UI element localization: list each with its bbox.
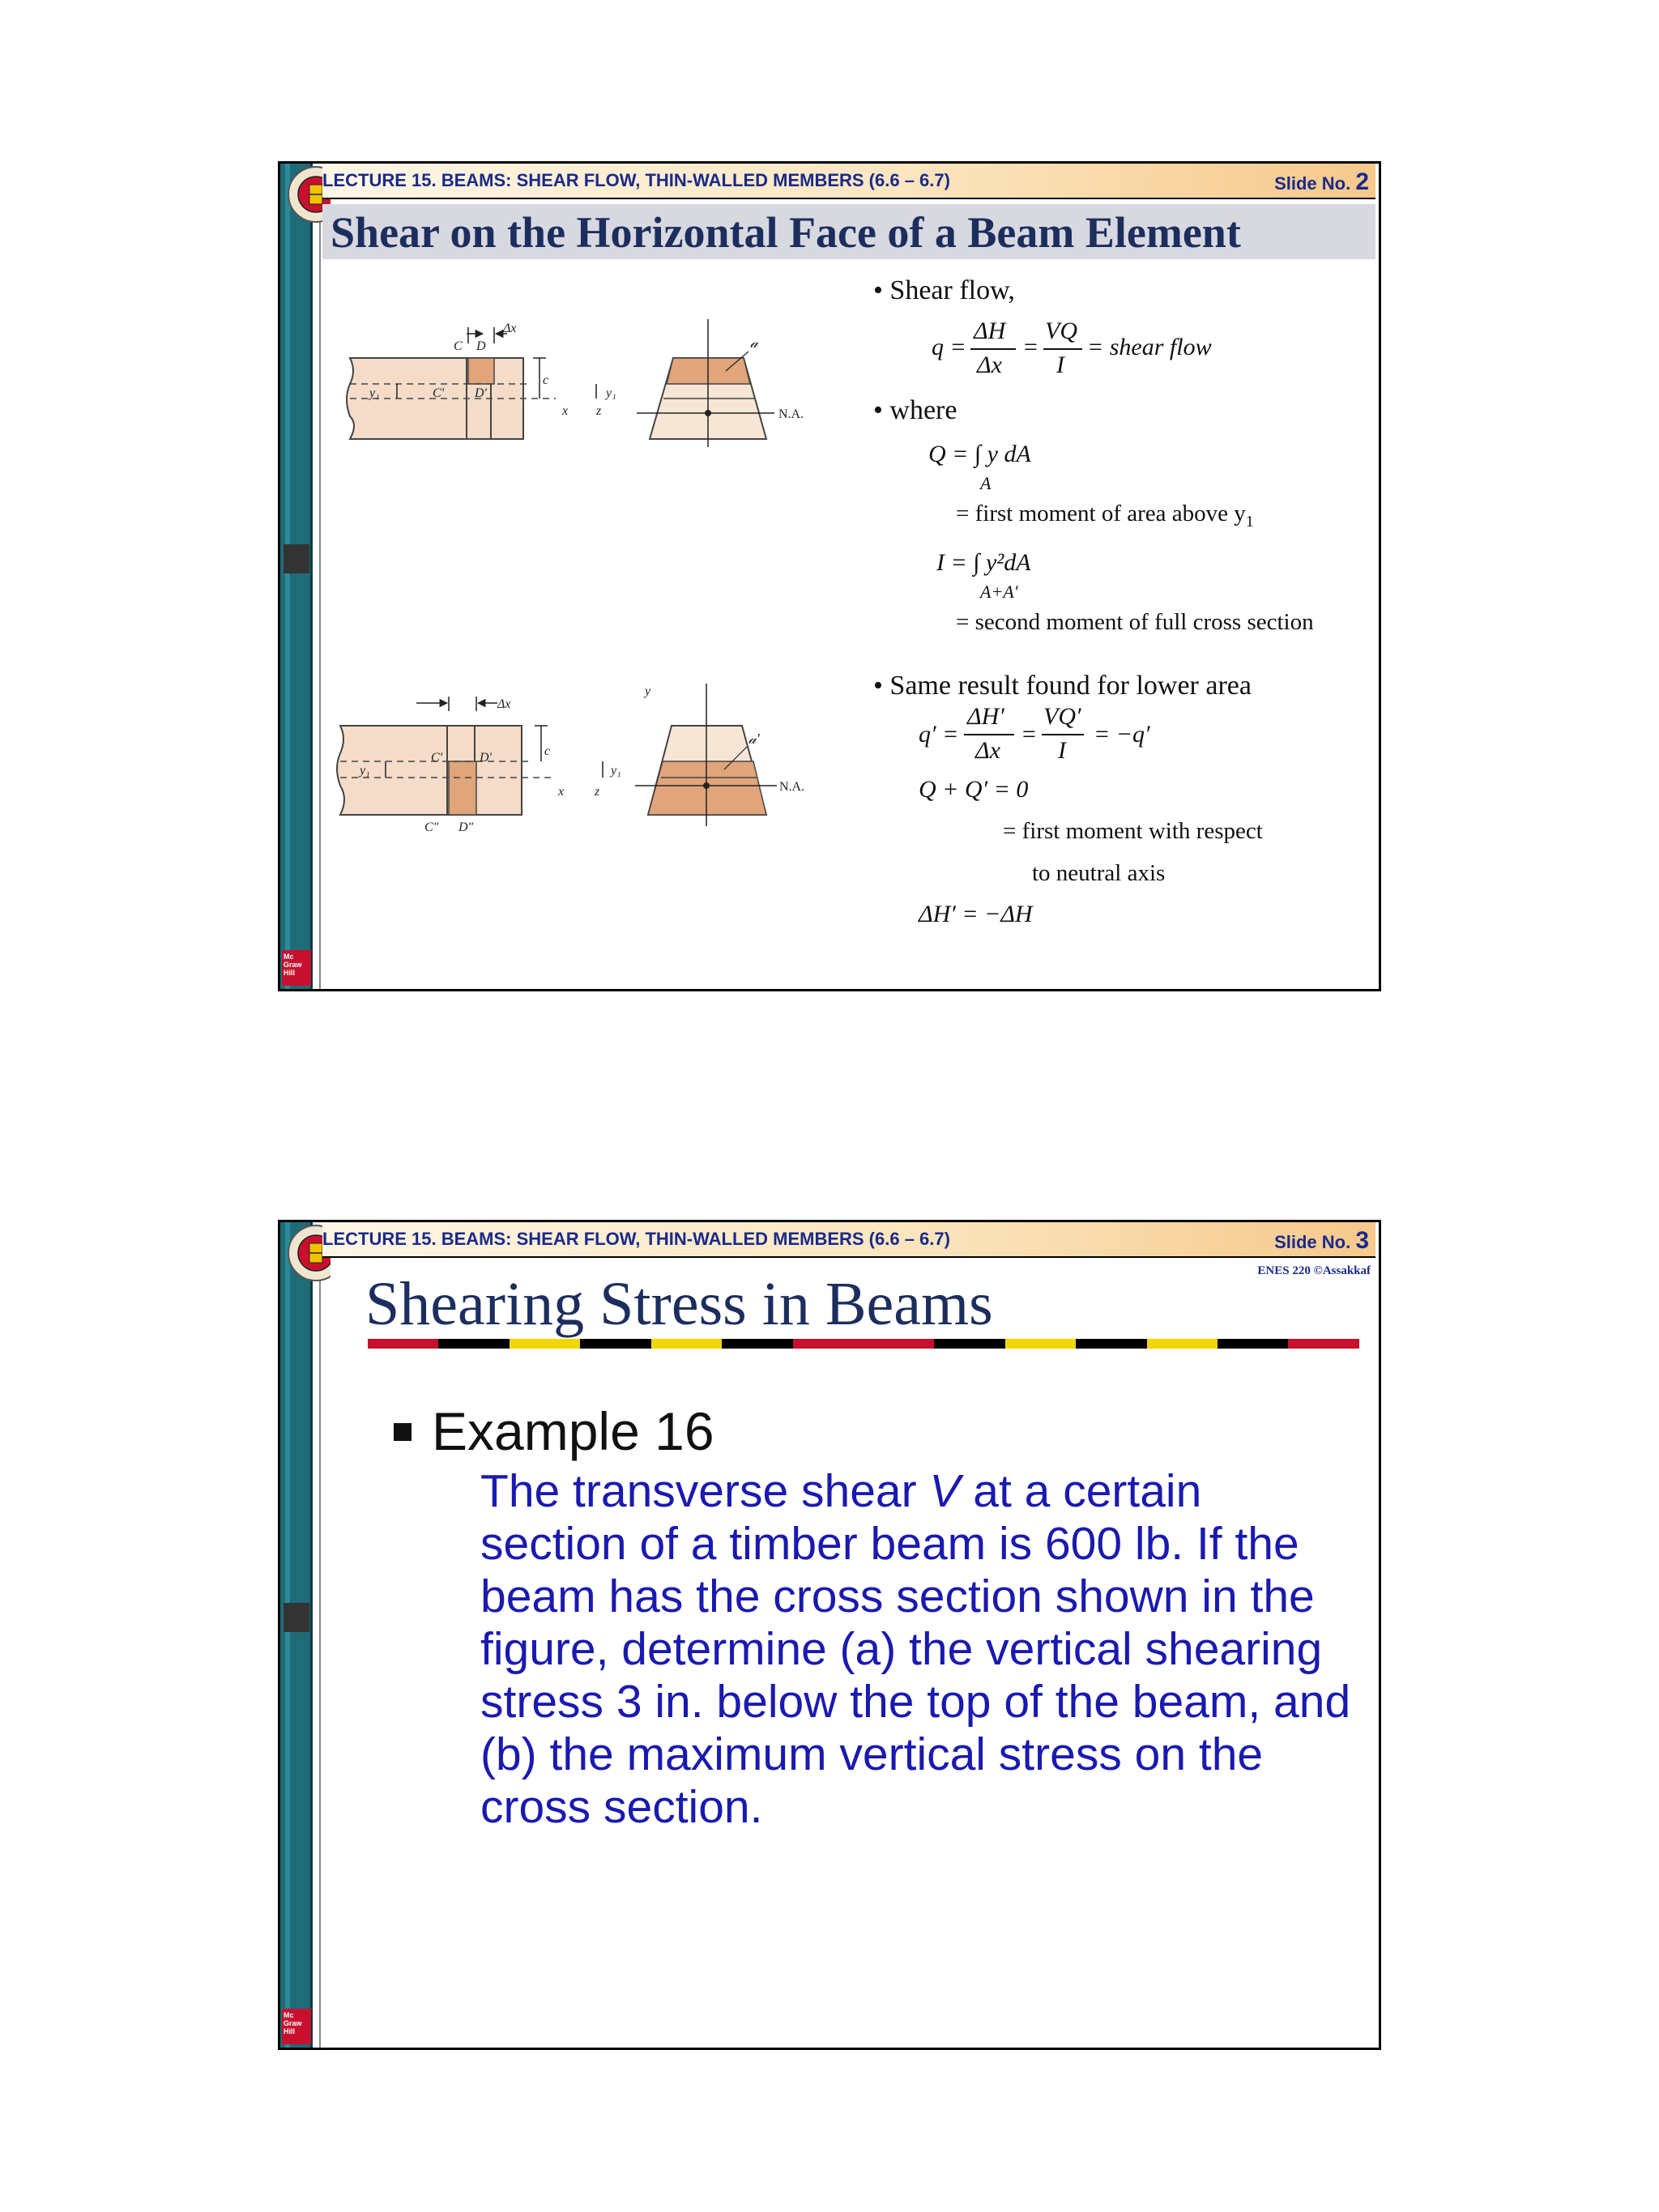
slide-number: 3 xyxy=(1355,1227,1369,1254)
eq1-num1: ΔH xyxy=(974,318,1006,344)
eq1-den2: I xyxy=(1056,352,1064,378)
svg-text:y₁: y₁ xyxy=(611,764,621,778)
svg-text:Δx: Δx xyxy=(497,697,511,711)
eq1-num2: VQ xyxy=(1045,318,1077,344)
sidebar-decoration xyxy=(280,164,313,989)
svg-text:𝒶': 𝒶' xyxy=(748,731,760,747)
eq-Q: Q = ∫ y dA xyxy=(928,441,1031,467)
svg-text:y₁: y₁ xyxy=(360,764,370,778)
svg-text:D': D' xyxy=(480,751,492,765)
example-problem-text: The transverse shear V at a certain section of a timber beam is 600 lb. If the beam has the cross section shown in the figure, determine (a) the vertical shearing stress 3 in. below the top of the beam, and (b) the maximum vertical stress on the cross section. xyxy=(480,1465,1351,1833)
lecture-title: LECTURE 15. BEAMS: SHEAR FLOW, THIN-WALLED MEMBERS (6.6 – 6.7) xyxy=(322,170,950,190)
eq-dh: ΔH′ = −ΔH xyxy=(919,901,1033,927)
svg-text:C": C" xyxy=(424,820,439,834)
eq-I: I = ∫ y²dA xyxy=(936,549,1031,576)
svg-text:c: c xyxy=(544,744,551,758)
eq-Q-limit: A xyxy=(980,473,992,493)
beam-element-figure-lower xyxy=(335,672,838,834)
eq-sum-desc2: to neutral axis xyxy=(1032,860,1166,886)
svg-text:C': C' xyxy=(431,751,443,765)
eq-I-limit: A+A' xyxy=(980,582,1018,602)
eq-I-desc: = second moment of full cross section xyxy=(956,609,1314,635)
course-credit: ENES 220 ©Assakkaf xyxy=(1257,1264,1371,1277)
svg-text:x: x xyxy=(558,785,565,799)
eq1-rhs: = shear flow xyxy=(1087,334,1212,360)
eq-q2-den1: Δx xyxy=(975,737,1000,764)
lecture-title: LECTURE 15. BEAMS: SHEAR FLOW, THIN-WALLED MEMBERS (6.6 – 6.7) xyxy=(322,1229,950,1249)
svg-text:y₁: y₁ xyxy=(369,386,380,400)
svg-text:N.A.: N.A. xyxy=(779,780,805,794)
svg-text:C': C' xyxy=(433,386,445,400)
svg-text:𝒶: 𝒶 xyxy=(750,335,758,351)
eq-q2-rhs: = −q′ xyxy=(1094,721,1150,748)
eq1-den1: Δx xyxy=(977,352,1002,378)
svg-text:C: C xyxy=(454,339,463,353)
beam-element-figure-upper xyxy=(345,303,847,457)
bullet-where: • where xyxy=(873,395,957,425)
svg-text:z: z xyxy=(596,404,602,418)
bullet-shear-flow: • Shear flow, xyxy=(873,275,1015,305)
bullet-square xyxy=(394,1423,412,1441)
slide-2 xyxy=(278,161,1381,991)
svg-text:D': D' xyxy=(475,386,487,400)
svg-text:D": D" xyxy=(458,820,474,834)
slide-number-label: Slide No. 2 xyxy=(1274,168,1369,195)
mcgraw-hill-logo: Mc Graw Hill xyxy=(282,950,311,986)
eq-sum: Q + Q′ = 0 xyxy=(919,776,1029,803)
eq-q2-num2: VQ′ xyxy=(1043,703,1081,730)
eq-q2-num1: ΔH′ xyxy=(967,703,1004,730)
mcgraw-hill-logo: Mc Graw Hill xyxy=(282,2009,311,2044)
bullet-lower-area: • Same result found for lower area xyxy=(873,671,1252,701)
eq1-lhs: q = xyxy=(932,334,966,360)
svg-text:D: D xyxy=(476,339,486,353)
title-underline-stripe xyxy=(368,1339,1359,1349)
eq-Q-desc: = first moment of area above $y_1$ xyxy=(956,501,1254,531)
slide-number-label: Slide No. 3 xyxy=(1274,1227,1369,1254)
slide-title: Shear on the Horizontal Face of a Beam Element xyxy=(331,208,1241,257)
eq-q2-lhs: q′ = xyxy=(919,721,959,748)
title-bar xyxy=(322,204,1375,259)
slide-3 xyxy=(278,1220,1381,2050)
svg-text:c: c xyxy=(543,373,549,387)
eq1-eq: = xyxy=(1022,334,1039,360)
slide-title: Shearing Stress in Beams xyxy=(365,1270,993,1338)
svg-text:z: z xyxy=(595,785,600,799)
svg-text:N.A.: N.A. xyxy=(778,407,804,421)
lecture-header xyxy=(322,1222,1375,1258)
svg-text:x: x xyxy=(562,404,569,418)
sidebar-decoration xyxy=(280,1222,313,2048)
svg-text:y: y xyxy=(645,684,651,698)
eq-q2-eq: = xyxy=(1021,721,1038,748)
eq-sum-desc1: = first moment with respect xyxy=(1003,818,1263,844)
example-heading: Example 16 xyxy=(432,1401,714,1461)
lecture-header xyxy=(322,164,1375,199)
eq-q2-den2: I xyxy=(1058,737,1066,764)
svg-text:Δx: Δx xyxy=(503,322,517,335)
svg-text:y₁: y₁ xyxy=(606,386,616,400)
slide-number: 2 xyxy=(1355,168,1369,195)
